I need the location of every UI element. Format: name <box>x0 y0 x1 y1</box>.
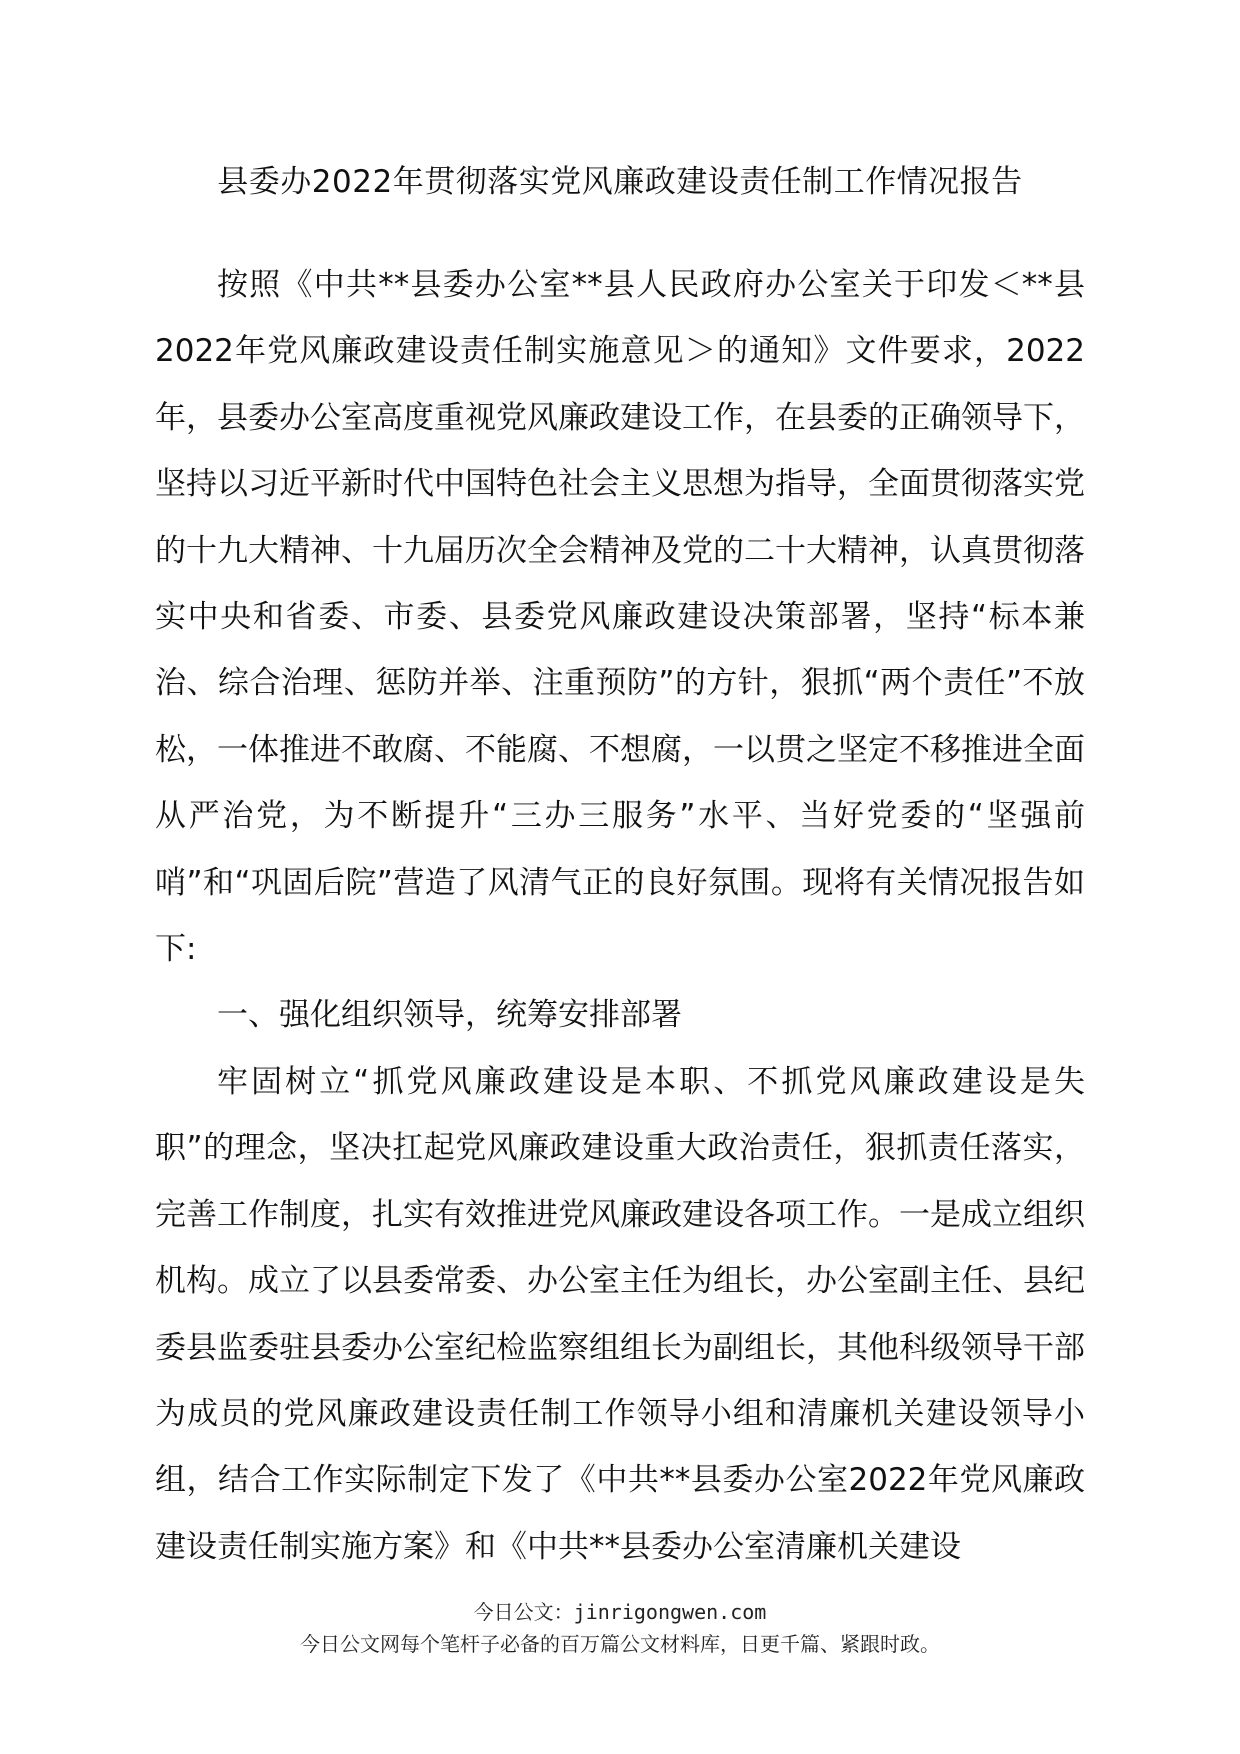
footer-site-url[interactable]: jinrigongwen.com <box>573 1600 767 1624</box>
document-body <box>155 252 1085 1580</box>
footer-site-label: 今日公文： <box>473 1600 574 1624</box>
paragraph-intro: 按照《中共**县委办公室**县人民政府办公室关于印发＜**县2022年党风廉政建设责任制实施意见＞的通知》文件要求，2022年，县委办公室高度重视党风廉政建设工作，在县委的正确领导下，坚持以习近平新时代中国特色社会主义思想为指导，全面贯彻落实党的十九大精神、十九届历次全会精神及党的二十大精神，认真贯彻落实中央和省委、市委、县委党风廉政建设决策部署，坚持“标本兼治、综合治理、惩防并举、注重预防”的方针，狠抓“两个责任”不放松，一体推进不敢腐、不能腐、不想腐，一以贯之坚定不移推进全面从严治党，为不断提升“三办三服务”水平、当好党委的“坚强前哨”和“巩固后院”营造了风清气正的良好氛围。现将有关情况报告如下: <box>155 267 1085 968</box>
paragraph-section-1: 牢固树立“抓党风廉政建设是本职、不抓党风廉政建设是失职”的理念，坚决扛起党风廉政建设重大政治责任，狠抓责任落实，完善工作制度，扎实有效推进党风廉政建设各项工作。一是成立组织机构。成立了以县委常委、办公室主任为组长，办公室副主任、县纪委县监委驻县委办公室纪检监察组组长为副组长，其他科级领导干部为成员的党风廉政建设责任制工作领导小组和清廉机关建设领导小组，结合工作实际制定下发了《中共**县委办公室2022年党风廉政建设责任制实施方案》和《中共**县委办公室清廉机关建设 <box>155 1063 1085 1565</box>
footer-site <box>0 1596 1240 1625</box>
footer-slogan: 今日公文网每个笔杆子必备的百万篇公文材料库，日更千篇、紧跟时政。 <box>300 1632 940 1656</box>
section-heading-1: 一、强化组织领导，统筹安排部署 <box>217 997 682 1034</box>
page-title: 县委办2022年贯彻落实党风廉政建设责任制工作情况报告 <box>217 164 1023 200</box>
